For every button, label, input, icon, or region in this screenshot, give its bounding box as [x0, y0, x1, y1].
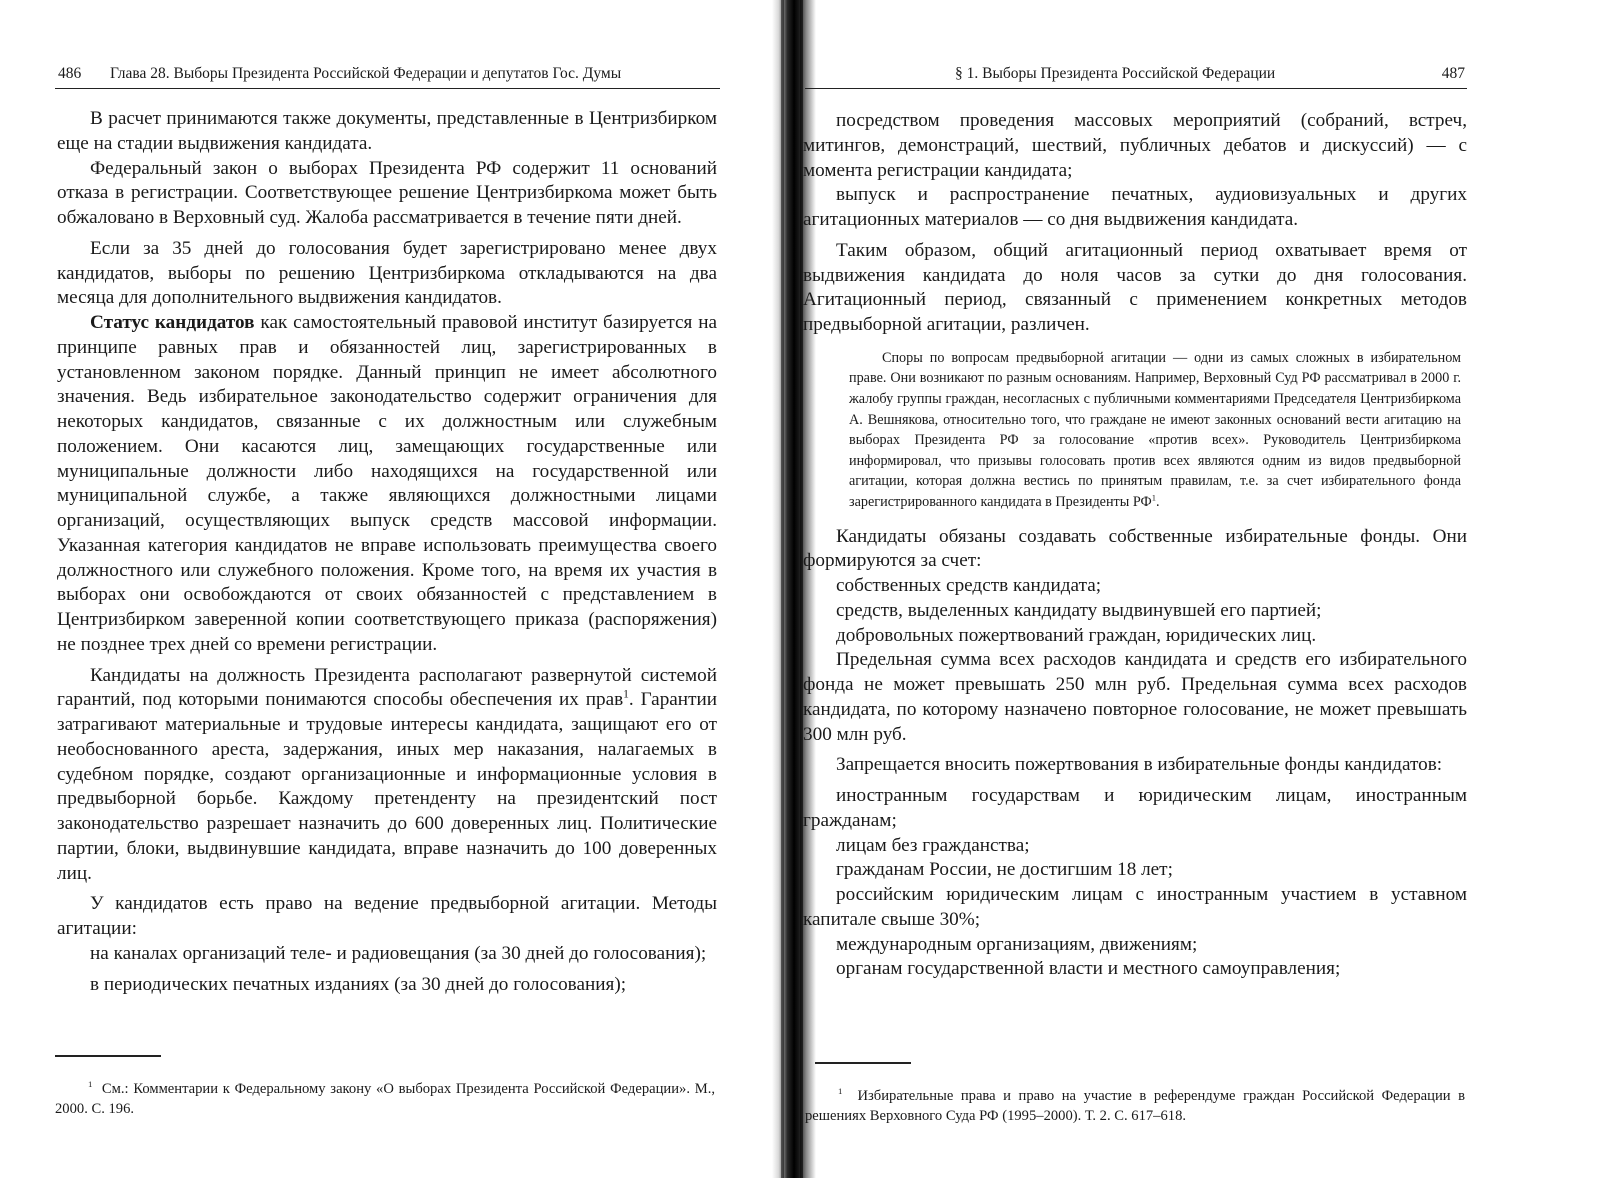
list-item: выпуск и распространение печатных, аудиовизуальных и других агитационных материалов — со дня выдвижения кандидата. — [803, 184, 1467, 230]
list-item: гражданам России, не достигшим 18 лет; — [836, 859, 1173, 881]
list-item: в периодических печатных изданиях (за 30 дней до голосования); — [90, 973, 627, 995]
page-body — [57, 107, 717, 997]
list-item: международным организациям, движениям; — [836, 933, 1198, 955]
paragraph: Кандидаты обязаны создавать собственные избирательные фонды. Они формируются за счет: — [803, 525, 1467, 572]
header-title: Глава 28. Выборы Президента Российской Федерации и депутатов Гос. Думы — [110, 65, 622, 82]
paragraph: Предельная сумма всех расходов кандидата и средств его избирательного фонда не может превышать 250 млн руб. Предельная сумма всех расходов кандидата, по которому назначено повторное голосование, не может превышать 300 млн руб. — [803, 649, 1467, 745]
paragraph: Таким образом, общий агитационный период охватывает время от выдвижения кандидата до ноля часов за сутки до дня голосования. Агитационный период, связанный с применением конкретных методов предвыборной агитации, различен. — [803, 239, 1467, 335]
list-item: иностранным государствам и юридическим лицам, иностранным гражданам; — [803, 785, 1467, 831]
paragraph: Если за 35 дней до голосования будет зарегистрировано менее двух кандидатов, выборы по решению Центризбиркома откладываются на два месяца для дополнительного выдвижения кандидатов. — [57, 237, 717, 309]
paragraph: У кандидатов есть право на ведение предвыборной агитации. Методы агитации: — [57, 893, 717, 939]
list-item: посредством проведения массовых мероприятий (собраний, встреч, митингов, демонстраций, шествий, публичных дебатов и дискуссий) — с момента регистрации кандидата; — [803, 110, 1467, 181]
header-rule — [805, 88, 1467, 89]
paragraph: Запрещается вносить пожертвования в избирательные фонды кандидатов: — [836, 754, 1443, 776]
footnote-text: См.: Комментарии к Федеральному закону «О выборах Президента Российской Федерации». М., 2000. С. 196. — [55, 1081, 716, 1117]
footnote-ref: 1 — [1151, 492, 1156, 503]
list-item: лицам без гражданства; — [836, 834, 1030, 856]
running-header — [58, 62, 718, 86]
footnote — [55, 1079, 715, 1119]
bold-term: Статус кандидатов — [90, 312, 255, 333]
footnote-mark: 1 — [88, 1079, 93, 1090]
paragraph-text: . Гарантии затрагивают материальные и трудовые интересы кандидата, защищают его от необоснованного ареста, задержания, иных мер наказания, налагаемых в судебном порядке, создают организационные и информационные условия в предвыборной борьбе. Каждому претенденту на президентский пост законодательство разрешает назначить до 600 доверенных лиц. Политические партии, блоки, выдвинувшие кандидата, вправе назначить до 100 доверенных лиц. — [57, 689, 717, 884]
list-item: добровольных пожертвований граждан, юридических лиц. — [836, 624, 1317, 646]
page-number: 486 — [58, 65, 82, 82]
footnote-mark: 1 — [838, 1086, 843, 1097]
note-text: . — [1155, 493, 1160, 510]
paragraph-text: как самостоятельный правовой институт базируется на принципе равных прав и обязанностей лиц, зарегистрированных в установленном законом порядке. Данный принцип не имеет абсолютного значения. Ведь избирательное законодательство содержит ограничения для некоторых кандидатов, связанные с их должностным или служебным положением. Они касаются лиц, замещающих государственные или муниципальные должности либо находящихся на государственной или муниципальной службе, а также являющихся должностными лицами организаций, осуществляющих выпуск средств массовой информации. Указанная категория кандидатов не вправе использовать преимущества своего должностного или служебного положения. Кроме того, на время их участия в выборах они освобождаются от своих обязанностей с представлением в Центризбирком заверенной копии соответствующего приказа (распоряжения) не позднее трех дней со времени регистрации. — [57, 312, 717, 655]
paragraph — [57, 664, 717, 887]
paragraph-text: Кандидаты на должность Президента располагают развернутой системой гарантий, под которыми понимаются способы обеспечения их прав — [57, 664, 717, 711]
footnote-ref: 1 — [623, 688, 629, 701]
paragraph — [57, 311, 717, 658]
list-item: российским юридическим лицам с иностранным участием в уставном капитале свыше 30%; — [803, 884, 1467, 930]
right-page — [803, 0, 1600, 1178]
left-page — [0, 0, 775, 1178]
footnote-rule — [55, 1055, 161, 1057]
gutter-streak — [781, 0, 784, 1178]
paragraph: В расчет принимаются также документы, представленные в Центризбирком еще на стадии выдвижения кандидата. — [57, 108, 717, 154]
footnote-text: Избирательные права и право на участие в референдуме граждан Российской Федерации в решениях Верховного Суда РФ (1995–2000). Т. 2. С. 617–618. — [805, 1088, 1466, 1124]
paragraph: Федеральный закон о выборах Президента РФ содержит 11 оснований отказа в регистрации. Соответствующее решение Центризбиркома может быть обжаловано в Верховный суд. Жалоба рассматривается в течение пяти дней. — [57, 157, 717, 228]
footnote-rule — [815, 1062, 911, 1064]
running-header — [815, 62, 1465, 86]
note-text: Споры по вопросам предвыборной агитации — одни из самых сложных в избирательном праве. Они возникают по разным основаниям. Например, Верховный Суд РФ рассматривал в 2000 г. жалобу группы граждан, несогласных с публичными комментариями Председателя Центризбиркома А. Вешнякова, относительно того, что граждане не имеют законных оснований вести агитацию на выборах Президента РФ за голосование «против всех». Руководитель Центризбиркома информировал, что призывы голосовать против всех являются одним из видов предвыборной агитации, которая должна вестись по принятым правилам, т.е. за счет избирательного фонда зарегистрированного кандидата в Президенты РФ — [849, 349, 1461, 510]
list-item: средств, выделенных кандидату выдвинувшей его партией; — [836, 599, 1322, 621]
list-item: собственных средств кандидата; — [836, 575, 1102, 596]
footnote — [805, 1086, 1465, 1126]
small-print-note — [849, 348, 1461, 513]
header-title: § 1. Выборы Президента Российской Федерации — [955, 65, 1276, 82]
page-body — [803, 109, 1467, 982]
list-item: органам государственной власти и местного самоуправления; — [836, 958, 1341, 980]
page-number: 487 — [1441, 65, 1465, 82]
list-item: на каналах организаций теле- и радиовещания (за 30 дней до голосования); — [90, 942, 707, 964]
header-rule — [55, 88, 720, 89]
